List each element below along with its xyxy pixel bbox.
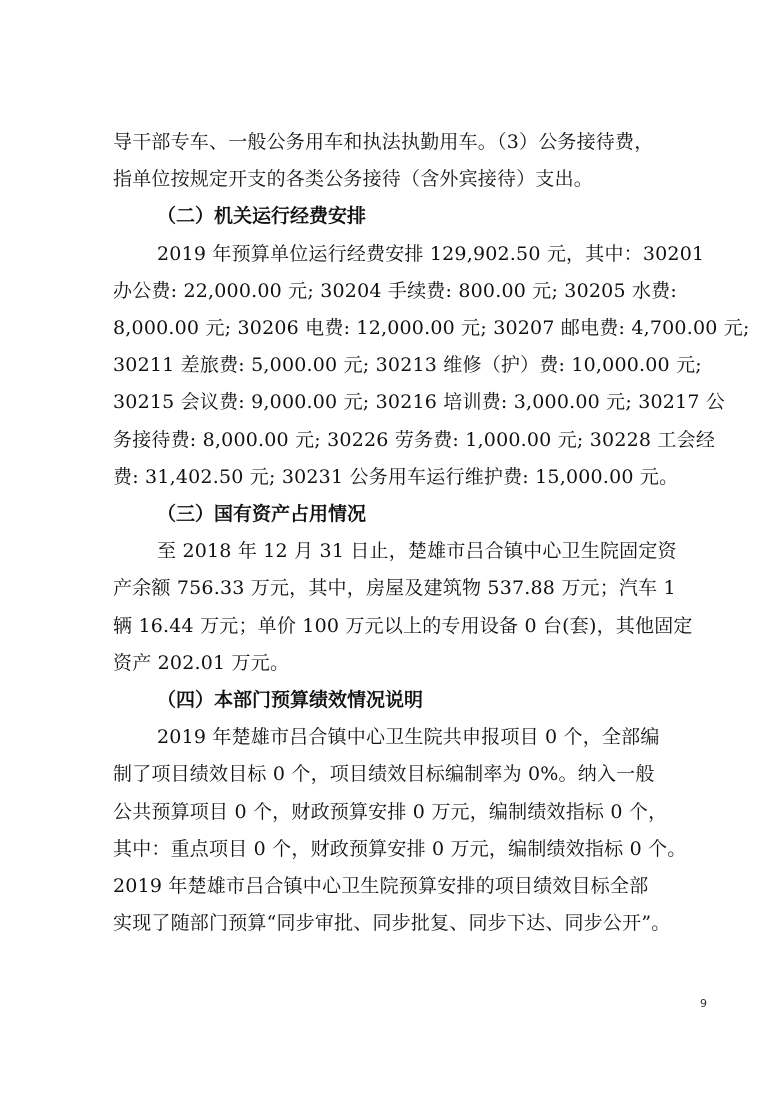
section-heading-performance: （四）本部门预算绩效情况说明 xyxy=(157,689,424,712)
paragraph-state-assets xyxy=(113,533,713,682)
document-body xyxy=(113,124,750,942)
text-line: 导干部专车、一般公务用车和执法执勤用车。（3）公务接待费， xyxy=(113,131,654,153)
text-line: 实现了随部门预算“同步审批、同步批复、同步下达、同步公开”。 xyxy=(113,912,671,935)
text-line: 2019 年预算单位运行经费安排 129,902.50 元，其中：30201 xyxy=(157,242,705,265)
text-line: 30215 会议费: 9,000.00 元; 30216 培训费: 3,000.00 元; 30217 公 xyxy=(113,391,726,414)
text-line: 2019 年楚雄市吕合镇中心卫生院共申报项目 0 个，全部编 xyxy=(157,726,660,749)
paragraph-operating-expenses xyxy=(113,236,750,496)
text-line: 公共预算项目 0 个，财政预算安排 0 万元，编制绩效指标 0 个， xyxy=(113,800,668,823)
text-line: 资产 202.01 万元。 xyxy=(113,651,290,674)
section-heading-operating-expenses: （二）机关运行经费安排 xyxy=(157,205,367,228)
text-line: 产余额 756.33 万元，其中，房屋及建筑物 537.88 万元；汽车 1 xyxy=(113,577,676,600)
text-line: 务接待费: 8,000.00 元; 30226 劳务费: 1,000.00 元; 30228 工会经 xyxy=(113,428,716,451)
page-number: 9 xyxy=(700,997,707,1010)
text-line: 2019 年楚雄市吕合镇中心卫生院预算安排的项目绩效目标全部 xyxy=(113,875,649,898)
text-line: 至 2018 年 12 月 31 日止，楚雄市吕合镇中心卫生院固定资 xyxy=(157,540,677,563)
paragraph-performance xyxy=(113,719,713,942)
text-line: 办公费: 22,000.00 元; 30204 手续费: 800.00 元; 30205 水费: xyxy=(113,279,677,302)
text-line: 其中：重点项目 0 个，财政预算安排 0 万元，编制绩效指标 0 个。 xyxy=(113,837,687,860)
text-line: 费: 31,402.50 元; 30231 公务用车运行维护费: 15,000.00 元。 xyxy=(113,465,679,488)
paragraph-official-reception xyxy=(113,124,713,198)
text-line: 30211 差旅费: 5,000.00 元; 30213 维修（护）费: 10,000.00 元; xyxy=(113,354,702,377)
text-line: 8,000.00 元; 30206 电费: 12,000.00 元; 30207 邮电费: 4,700.00 元; xyxy=(113,317,750,340)
text-line: 指单位按规定开支的各类公务接待（含外宾接待）支出。 xyxy=(113,168,594,191)
text-line: 辆 16.44 万元；单价 100 万元以上的专用设备 0 台(套)，其他固定 xyxy=(113,614,693,637)
section-heading-state-assets: （三）国有资产占用情况 xyxy=(157,503,367,526)
text-line: 制了项目绩效目标 0 个，项目绩效目标编制率为 0%。纳入一般 xyxy=(113,763,655,786)
